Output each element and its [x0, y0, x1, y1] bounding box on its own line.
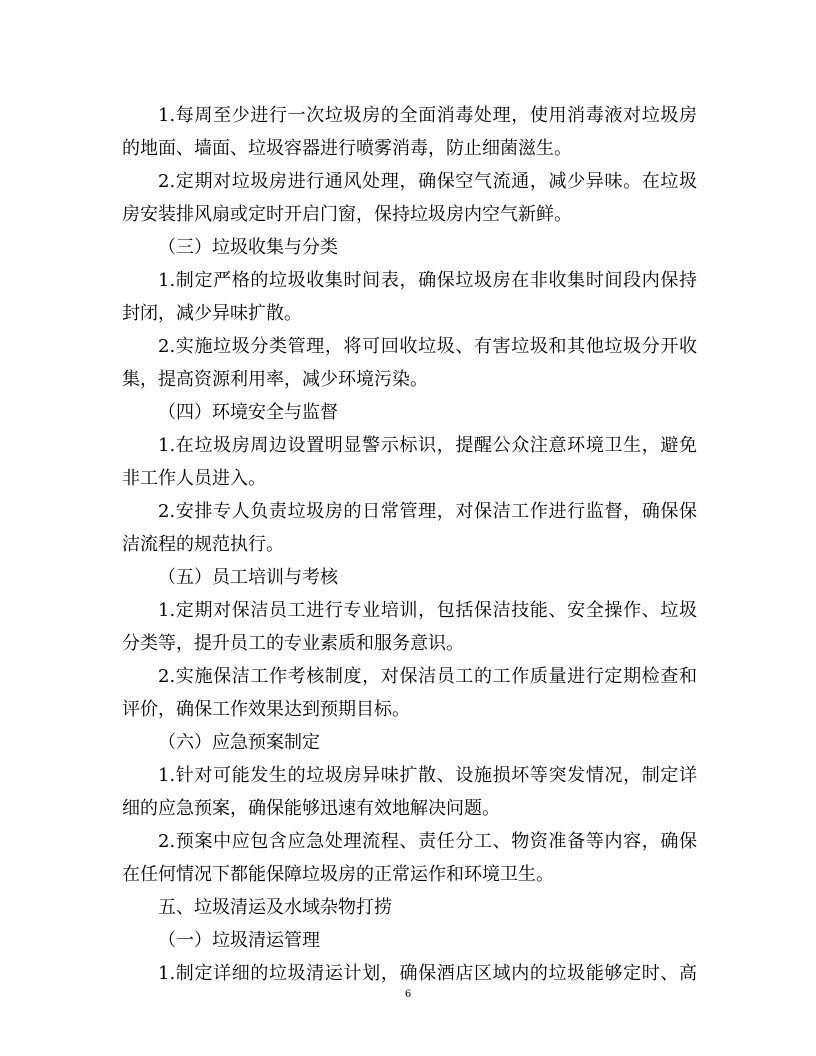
paragraph-line: 封闭，减少异味扩散。 — [122, 303, 302, 324]
paragraph-line: 1.每周至少进行一次垃圾房的全面消毒处理，使用消毒液对垃圾房 — [158, 105, 697, 126]
paragraph-line: 1.制定详细的垃圾清运计划，确保酒店区域内的垃圾能够定时、高 — [158, 963, 697, 984]
section-heading: （四）环境安全与监督 — [158, 402, 338, 423]
page-number: 6 — [404, 989, 412, 1000]
paragraph-line: 在任何情况下都能保障垃圾房的正常运作和环境卫生。 — [122, 864, 554, 885]
paragraph-line: 非工作人员进入。 — [122, 468, 266, 489]
paragraph-line: 房安装排风扇或定时开启门窗，保持垃圾房内空气新鲜。 — [122, 204, 572, 225]
paragraph-line: 2.定期对垃圾房进行通风处理，确保空气流通，减少异味。在垃圾 — [158, 171, 697, 192]
section-heading: （六）应急预案制定 — [158, 732, 320, 753]
paragraph-line: 2.安排专人负责垃圾房的日常管理，对保洁工作进行监督，确保保 — [158, 501, 697, 522]
paragraph-line: 2.实施保洁工作考核制度，对保洁员工的工作质量进行定期检查和 — [158, 666, 697, 687]
paragraph-line: 集，提高资源利用率，减少环境污染。 — [122, 369, 428, 390]
paragraph-line: 1.定期对保洁员工进行专业培训，包括保洁技能、安全操作、垃圾 — [158, 600, 697, 621]
paragraph-line: 1.针对可能发生的垃圾房异味扩散、设施损坏等突发情况，制定详 — [158, 765, 697, 786]
paragraph-line: 的地面、墙面、垃圾容器进行喷雾消毒，防止细菌滋生。 — [122, 138, 572, 159]
paragraph-line: 2.实施垃圾分类管理，将可回收垃圾、有害垃圾和其他垃圾分开收 — [158, 336, 697, 357]
section-heading: （五）员工培训与考核 — [158, 567, 338, 588]
paragraph-line: 评价，确保工作效果达到预期目标。 — [122, 699, 410, 720]
paragraph-line: 1.在垃圾房周边设置明显警示标识，提醒公众注意环境卫生，避免 — [158, 435, 697, 456]
paragraph-line: 分类等，提升员工的专业素质和服务意识。 — [122, 633, 464, 654]
paragraph-line: 细的应急预案，确保能够迅速有效地解决问题。 — [122, 798, 500, 819]
paragraph-line: 1.制定严格的垃圾收集时间表，确保垃圾房在非收集时间段内保持 — [158, 270, 697, 291]
section-heading: （一）垃圾清运管理 — [158, 930, 320, 951]
paragraph-line: 洁流程的规范执行。 — [122, 534, 284, 555]
section-heading: （三）垃圾收集与分类 — [158, 237, 338, 258]
chapter-heading: 五、垃圾清运及水域杂物打捞 — [158, 897, 392, 918]
paragraph-line: 2.预案中应包含应急处理流程、责任分工、物资准备等内容，确保 — [158, 831, 697, 852]
